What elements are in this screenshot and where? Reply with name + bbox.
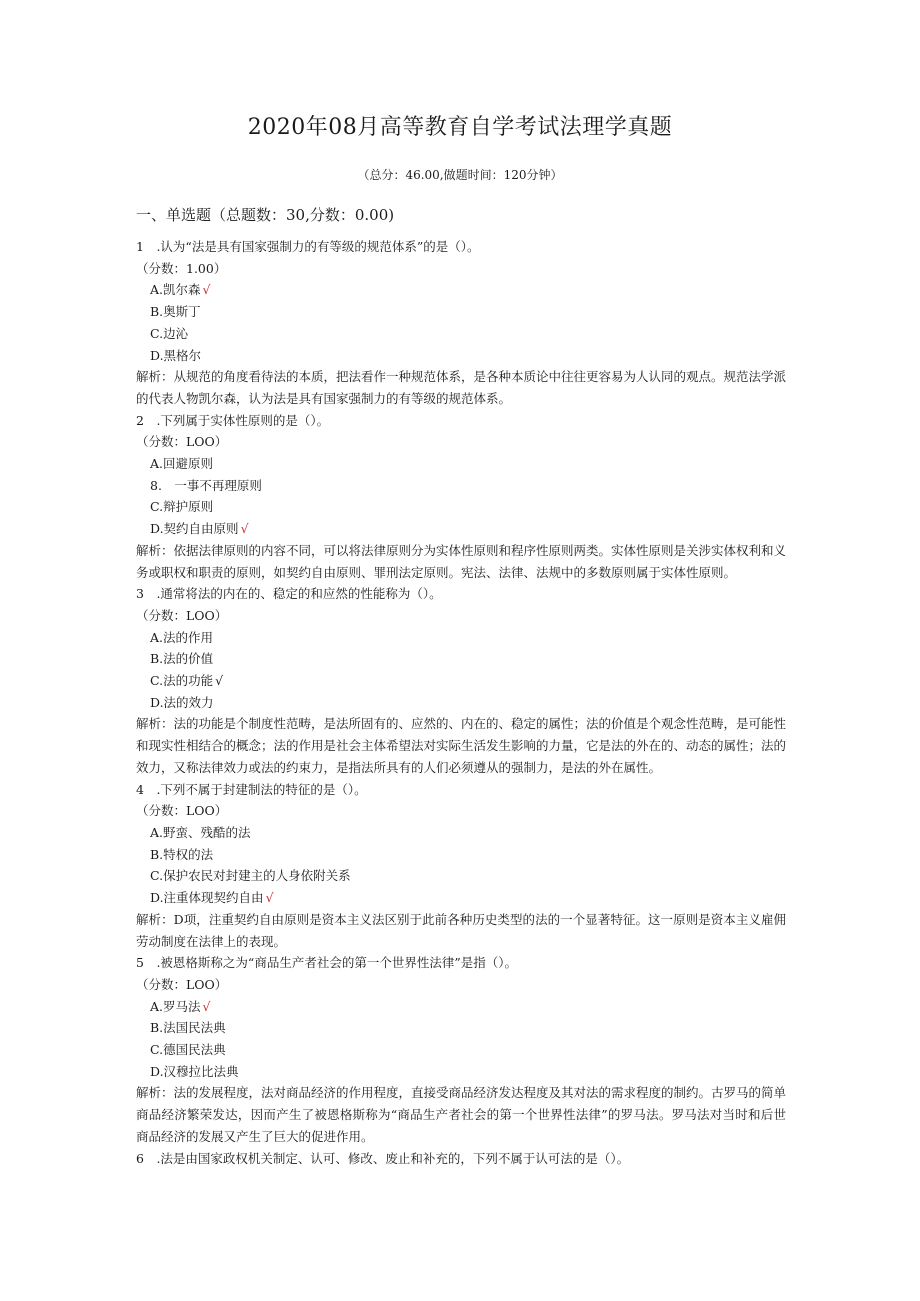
option-c: C.辩护原则 [150,499,214,515]
analysis-text: 解析：法的功能是个制度性范畴，是法所固有的、应然的、内在的、稳定的属性；法的价值是个观念性范畴，是可能性和现实性相结合的概念；法的作用是社会主体希望法对实际生活发生影响的力量，它是法的外在的、动态的属性；法的效力，又称法律效力或法的约束力，是指法所具有的人们必须遵从的强制力，是法的外在属性。 [136,716,787,775]
option-a: A.野蛮、残酷的法 [150,824,251,840]
option-d: D.法的效力 [150,694,214,710]
option-a: A.法的作用 [150,629,214,645]
option-b: 8. 一事不再理原则 [150,477,262,493]
correct-check-icon: √ [202,998,211,1014]
question-3 [136,583,786,778]
question-6 [136,1148,786,1170]
analysis-text: 解析：依据法律原则的内容不同，可以将法律原则分为实体性原则和程序性原则两类。实体性原则是关涉实体权利和义务或职权和职责的原则，如契约自由原则、罪刑法定原则。宪法、法律、法规中的多数原则属于实体性原则。 [136,542,787,580]
option-a: A.回避原则 [150,456,214,472]
question-list [136,236,786,1169]
correct-check-icon: √ [240,521,249,537]
question-score: （分数：LOO） [136,976,228,992]
option-b: B.法国民法典 [150,1020,226,1036]
correct-check-icon: √ [265,890,274,906]
page-title: 2020年08月高等教育自学考试法理学真题 [247,115,673,140]
option-d: D.契约自由原则 √ [150,521,249,537]
correct-check-icon: √ [215,673,224,689]
question-score: （分数：LOO） [136,803,228,819]
option-d: D.黑格尔 [150,347,202,363]
question-1 [136,236,786,410]
question-stem: 6 .法是由国家政权机关制定、认可、修改、废止和补充的，下列不属于认可法的是（）。 [136,1150,630,1166]
question-4 [136,779,786,953]
option-c: C.保护农民对封建主的人身依附关系 [150,868,351,884]
analysis-text: 解析：法的发展程度，法对商品经济的作用程度，直接受商品经济发达程度及其对法的需求程度的制约。古罗马的简单商品经济繁荣发达，因而产生了被恩格斯称为“商品生产者社会的第一个世界性法律”的罗马法。罗马法对当时和后世商品经济的发展又产生了巨大的促进作用。 [136,1085,787,1144]
option-b: B.特权的法 [150,846,214,862]
question-stem: 2 .下列属于实体性原则的是（）。 [136,412,330,428]
question-score: （分数：LOO） [136,434,228,450]
question-score: （分数：LOO） [136,607,228,623]
option-b: B.奥斯丁 [150,304,201,320]
question-stem: 1 .认为“法是具有国家强制力的有等级的规范体系”的是（）。 [136,239,480,254]
question-score: （分数：1.00） [136,260,227,276]
section-heading: 一、单选题（总题数：30,分数：0.00) [136,206,395,224]
correct-check-icon: √ [202,282,211,298]
option-c: C.边沁 [150,325,189,341]
option-c: C.法的功能 √ [150,673,224,689]
analysis-text: 解析：从规范的角度看待法的本质，把法看作一种规范体系，是各种本质论中往往更容易为人认同的观点。规范法学派的代表人物凯尔森，认为法是具有国家强制力的有等级的规范体系。 [136,369,787,406]
question-stem: 4 .下列不属于封建制法的特征的是（）。 [136,781,367,797]
option-a: A.罗马法 √ [150,998,211,1014]
question-stem: 3 .通常将法的内在的、稳定的和应然的性能称为（）。 [136,586,442,602]
question-5 [136,952,786,1147]
option-a: A.凯尔森 √ [150,282,211,298]
question-stem: 5 .被恩格斯称之为“商品生产者社会的第一个世界性法律”是指（）。 [136,955,517,971]
option-c: C.德国民法典 [150,1042,226,1058]
option-d: D.注重体现契约自由 √ [150,890,274,906]
option-d: D.汉穆拉比法典 [150,1063,239,1079]
question-2 [136,410,786,584]
analysis-text: 解析：D项，注重契约自由原则是资本主义法区别于此前各种历史类型的法的一个显著特征。这一原则是资本主义雇佣劳动制度在法律上的表现。 [136,911,786,949]
exam-meta: （总分：46.00,做题时间：120分钟） [357,168,563,182]
option-b: B.法的价值 [150,651,214,667]
